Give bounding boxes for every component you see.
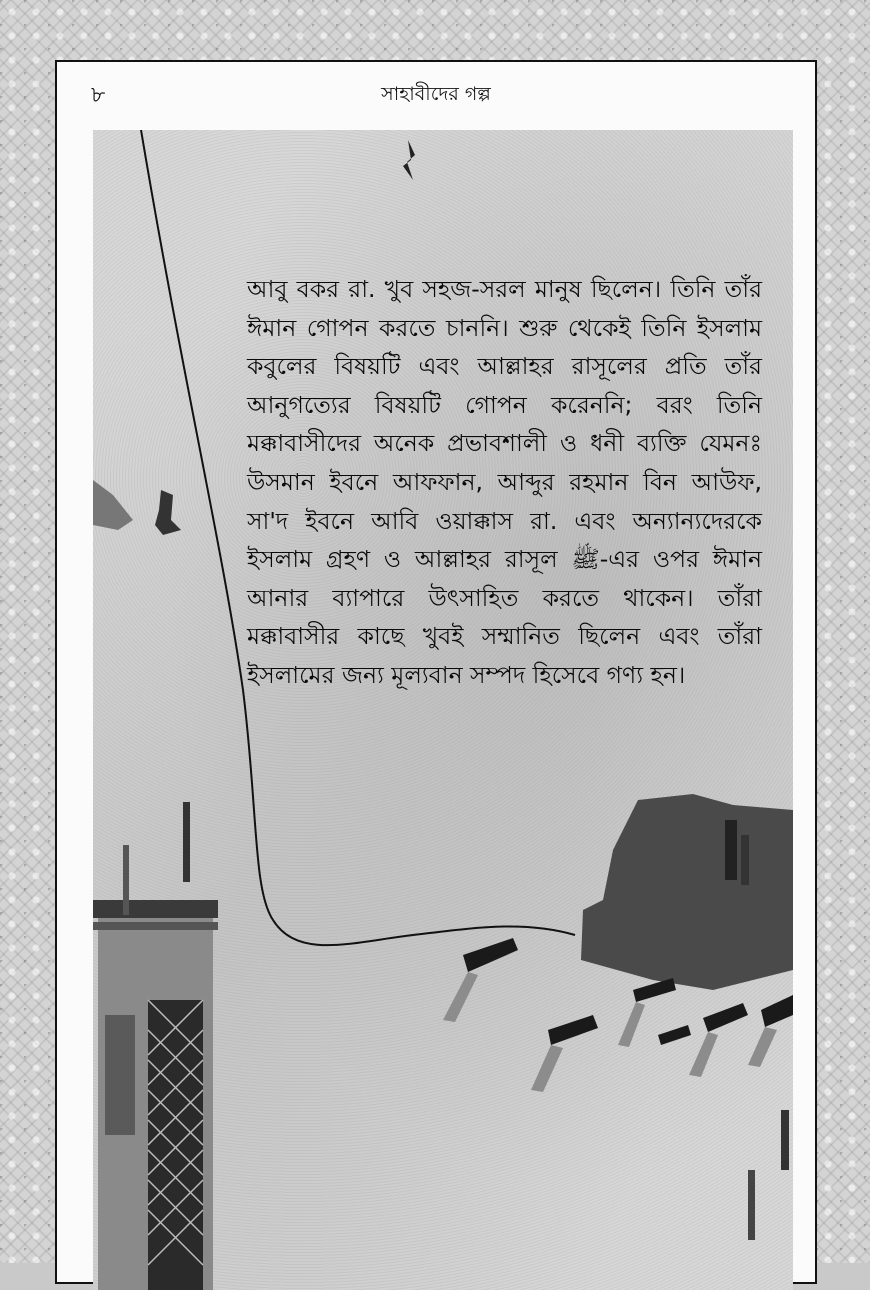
pole (748, 1170, 755, 1240)
running-title: সাহাবীদের গল্প (381, 83, 491, 105)
page-number: ৮ (91, 83, 106, 108)
falling-figure (155, 490, 181, 535)
rock-ledge (93, 480, 133, 530)
pole (781, 1110, 789, 1170)
book-page (55, 60, 817, 1284)
right-fortress (581, 794, 793, 990)
running-header (57, 78, 815, 112)
rooftop-shadows (443, 972, 777, 1092)
story-paragraph: আবু বকর রা. খুব সহজ-সরল মানুষ ছিলেন। তিনি তাঁর ঈমান গোপন করতে চাননি। শুরু থেকেই তিনি ইসলাম কবুলের বিষয়টি এবং আল্লাহর রাসূলের প্রতি তাঁর আনুগত্যের বিষয়টি গোপন করেননি; বরং তিনি মক্কাবাসীদের অনেক প্রভাবশালী ও ধনী ব্যক্তি যেমনঃ উসমান ইবনে আফফান, আব্দুর রহমান বিন আউফ, সা'দ ইবনে আবি ওয়াক্কাস রা. এবং অন্যান্যদেরকে ইসলাম গ্রহণ ও আল্লাহর রাসূল ﷺ-এর ওপর ঈমান আনার ব্যাপারে উৎসাহিত করতে থাকেন। তাঁরা মক্কাবাসীর কাছে খুবই সম্মানিত ছিলেন এবং তাঁরা ইসলামের জন্য মূল্যবান সম্পদ হিসেবে গণ্য হন। (247, 275, 762, 689)
pole (123, 845, 129, 915)
left-building (93, 900, 218, 1290)
bird-figure (403, 140, 415, 180)
pole (183, 802, 190, 882)
